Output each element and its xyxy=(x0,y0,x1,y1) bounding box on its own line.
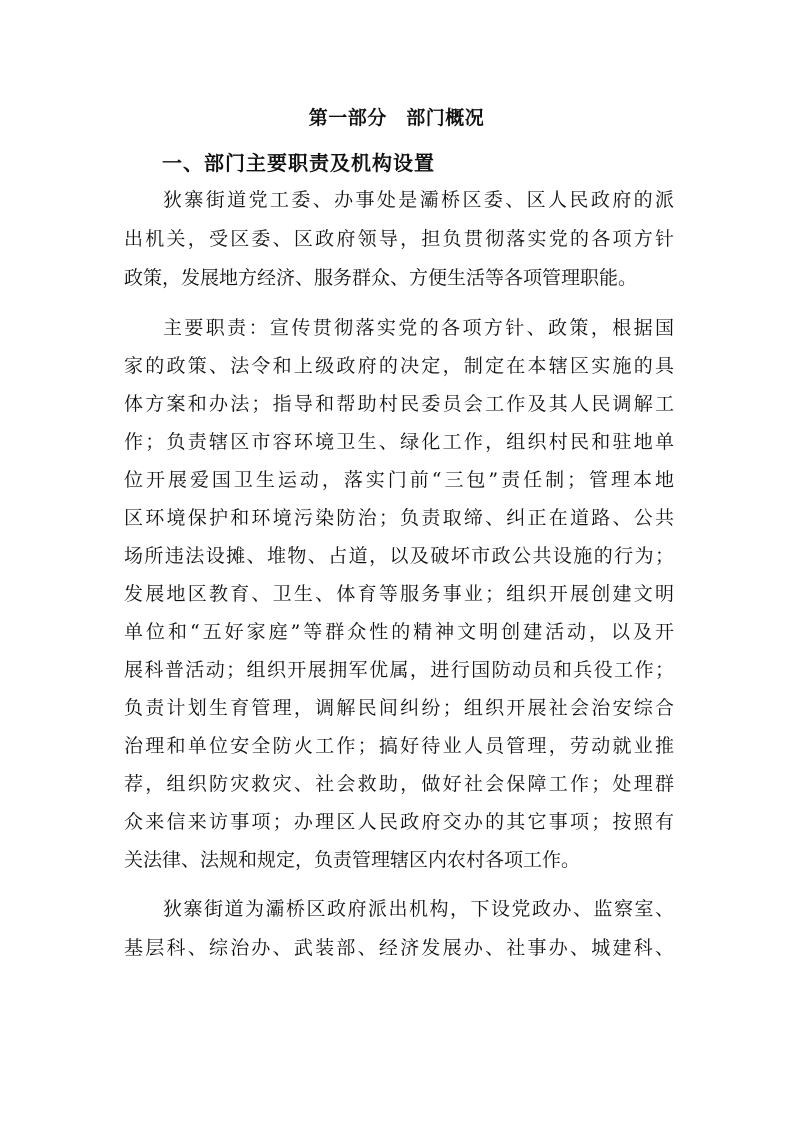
paragraph-2-line: 位开展爱国卫生运动，落实门前“三包”责任制；管理本地 xyxy=(124,469,674,491)
paragraph-2-line: 单位和“五好家庭”等群众性的精神文明创建活动，以及开 xyxy=(124,621,674,643)
paragraph-2-line: 众来信来访事项；办理区人民政府交办的其它事项；按照有 xyxy=(124,811,674,833)
paragraph-1-line: 政策，发展地方经济、服务群众、方便生活等各项管理职能。 xyxy=(124,267,638,289)
paragraph-2-line: 治理和单位安全防火工作；搞好待业人员管理，劳动就业推 xyxy=(124,735,674,757)
paragraph-2-line: 发展地区教育、卫生、体育等服务事业；组织开展创建文明 xyxy=(124,583,674,605)
paragraph-2-line: 作；负责辖区市容环境卫生、绿化工作，组织村民和驻地单 xyxy=(124,431,674,453)
paragraph-1-line: 狄寨街道党工委、办事处是灞桥区委、区人民政府的派 xyxy=(163,189,674,211)
paragraph-2-line: 家的政策、法令和上级政府的决定，制定在本辖区实施的具 xyxy=(124,355,674,377)
paragraph-3-line: 狄寨街道为灞桥区政府派出机构，下设党政办、监察室、 xyxy=(163,898,674,920)
paragraph-2-line: 主要职责：宣传贯彻落实党的各项方针、政策，根据国 xyxy=(163,317,674,339)
paragraph-2-line: 负责计划生育管理，调解民间纠纷；组织开展社会治安综合 xyxy=(124,697,674,719)
paragraph-2-line: 展科普活动；组织开展拥军优属，进行国防动员和兵役工作； xyxy=(124,659,674,681)
section-heading: 一、部门主要职责及机构设置 xyxy=(162,151,435,175)
paragraph-1-line: 出机关，受区委、区政府领导，担负贯彻落实党的各项方针 xyxy=(124,228,674,250)
paragraph-2-line: 区环境保护和环境污染防治；负责取缔、纠正在道路、公共 xyxy=(124,507,674,529)
paragraph-2-line: 体方案和办法；指导和帮助村民委员会工作及其人民调解工 xyxy=(124,393,674,415)
paragraph-3-line: 基层科、综治办、武装部、经济发展办、社事办、城建科、 xyxy=(124,937,674,959)
page-title: 第一部分 部门概况 xyxy=(308,107,485,129)
paragraph-2-line: 场所违法设摊、堆物、占道，以及破坏市政公共设施的行为； xyxy=(124,545,674,567)
paragraph-2-line: 荐，组织防灾救灾、社会救助，做好社会保障工作；处理群 xyxy=(124,773,674,795)
paragraph-2-line: 关法律、法规和规定，负责管理辖区内农村各项工作。 xyxy=(124,849,581,871)
